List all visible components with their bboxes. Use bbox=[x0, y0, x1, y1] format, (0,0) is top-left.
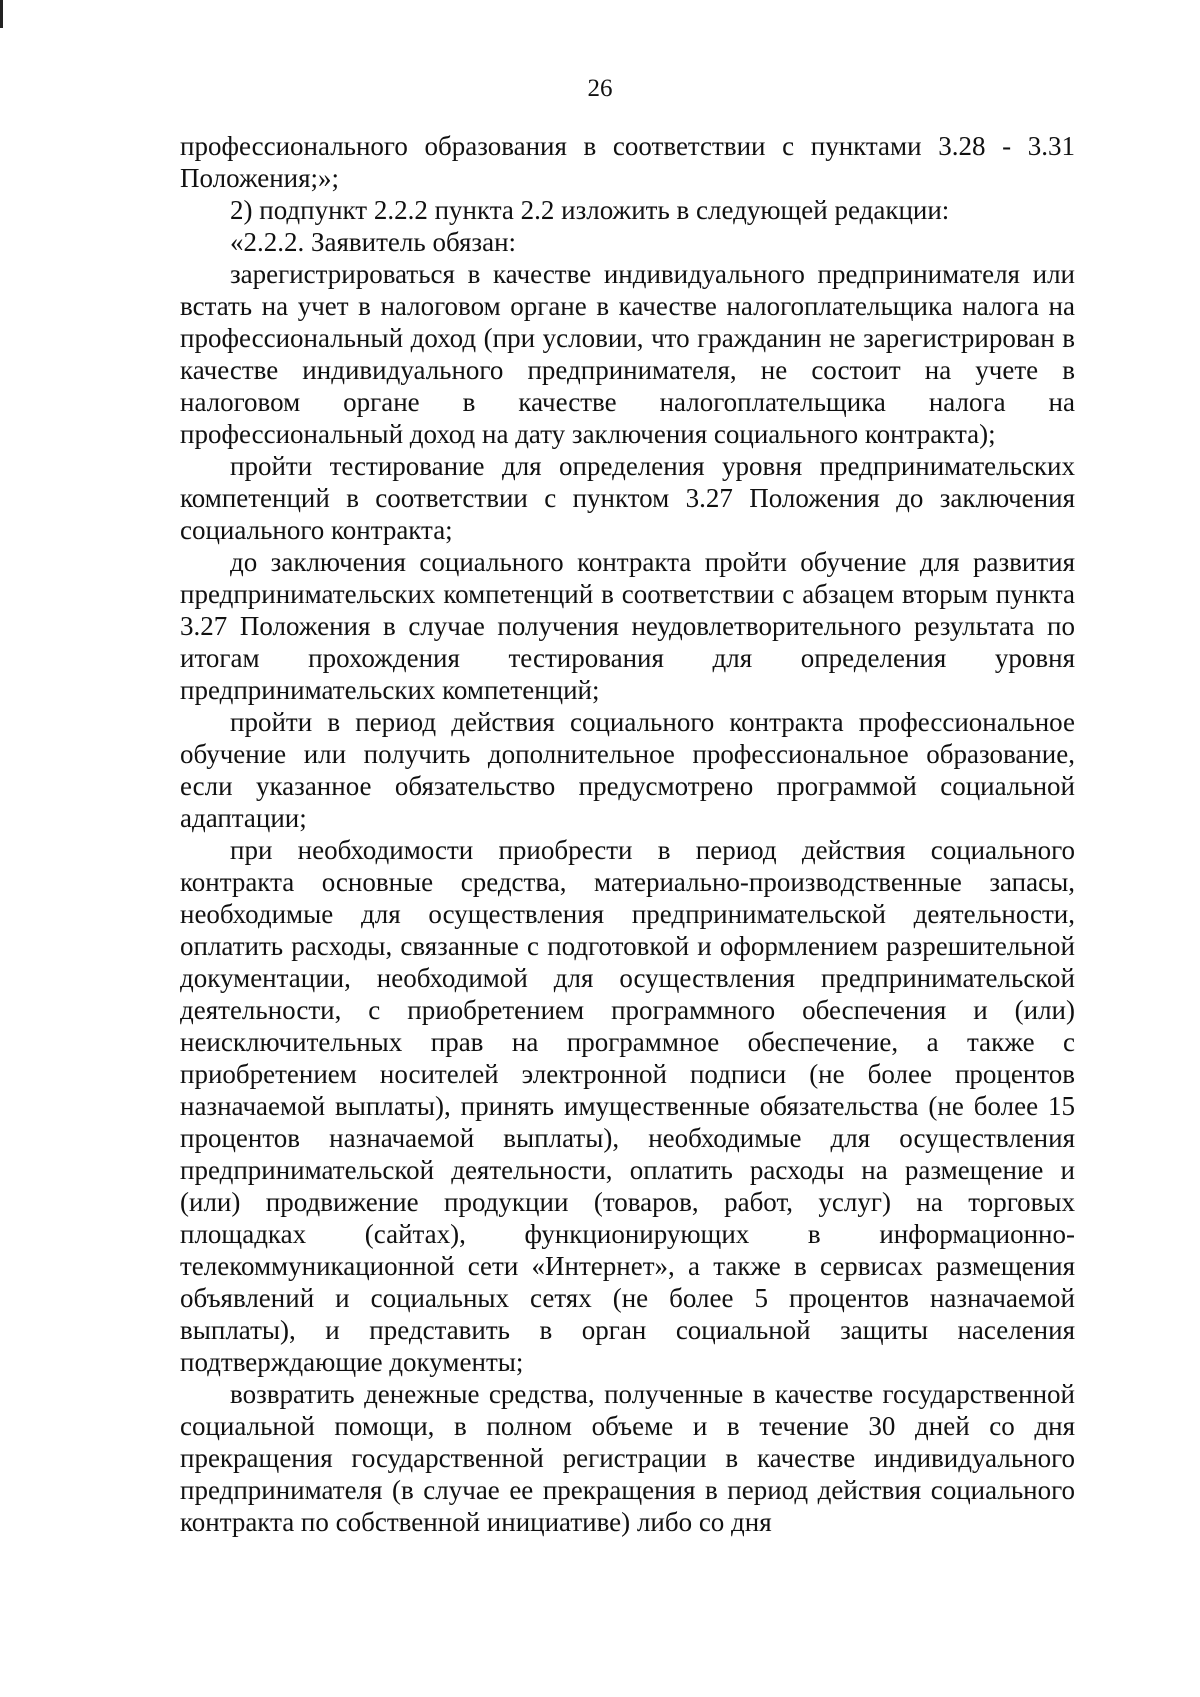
paragraph-continuation: профессионального образования в соответствии с пунктами 3.28 - 3.31 Положения;»; bbox=[180, 131, 1075, 193]
paragraph-register-obligation: зарегистрироваться в качестве индивидуального предпринимателя или встать на учет в налоговом органе в качестве налогоплательщика налога на профессиональный доход (при условии, что гражданин не зарегистрирован в качестве индивидуального предпринимателя, не состоит на учете в налоговом органе в качестве налогоплательщика налога на профессиональный доход на дату заключения социального контракта); bbox=[180, 259, 1075, 449]
document-body bbox=[180, 130, 1075, 1538]
page-number: 26 bbox=[587, 75, 613, 102]
paragraph-amendment-2: 2) подпункт 2.2.2 пункта 2.2 изложить в следующей редакции: bbox=[230, 195, 950, 225]
paragraph-expenses-obligation: при необходимости приобрести в период действия социального контракта основные средства, материально-производственные запасы, необходимые для осуществления предпринимательской деятельности, оплатить расходы, связанные с подготовкой и оформлением разрешительной документации, необходимой для осуществления предпринимательской деятельности, с приобретением программного обеспечения и (или) неисключительных прав на программное обеспечение, а также с приобретением носителей электронной подписи (не более процентов назначаемой выплаты), принять имущественные обязательства (не более 15 процентов назначаемой выплаты), необходимые для осуществления предпринимательской деятельности, оплатить расходы на размещение и (или) продвижение продукции (товаров, работ, услуг) на торговых площадках (сайтах), функционирующих в информационно-телекоммуникационной сети «Интернет», а также в сервисах размещения объявлений и социальных сетях (не более 5 процентов назначаемой выплаты), и представить в орган социальной защиты населения подтверждающие документы; bbox=[180, 835, 1075, 1377]
paragraph-testing-obligation: пройти тестирование для определения уровня предпринимательских компетенций в соответствии с пунктом 3.27 Положения до заключения социального контракта; bbox=[180, 451, 1075, 545]
paragraph-training-obligation: до заключения социального контракта пройти обучение для развития предпринимательских компетенций в соответствии с абзацем вторым пункта 3.27 Положения в случае получения неудовлетворительного результата по итогам прохождения тестирования для определения уровня предпринимательских компетенций; bbox=[180, 547, 1075, 705]
scan-edge-mark bbox=[0, 0, 3, 28]
paragraph-clause-heading: «2.2.2. Заявитель обязан: bbox=[230, 227, 517, 257]
paragraph-refund-obligation: возвратить денежные средства, полученные в качестве государственной социальной помощи, в полном объеме и в течение 30 дней со дня прекращения государственной регистрации в качестве индивидуального предпринимателя (в случае ее прекращения в период действия социального контракта по собственной инициативе) либо со дня bbox=[180, 1379, 1075, 1537]
paragraph-education-obligation: пройти в период действия социального контракта профессиональное обучение или получить дополнительное профессиональное образование, если указанное обязательство предусмотрено программой социальной адаптации; bbox=[180, 707, 1075, 833]
